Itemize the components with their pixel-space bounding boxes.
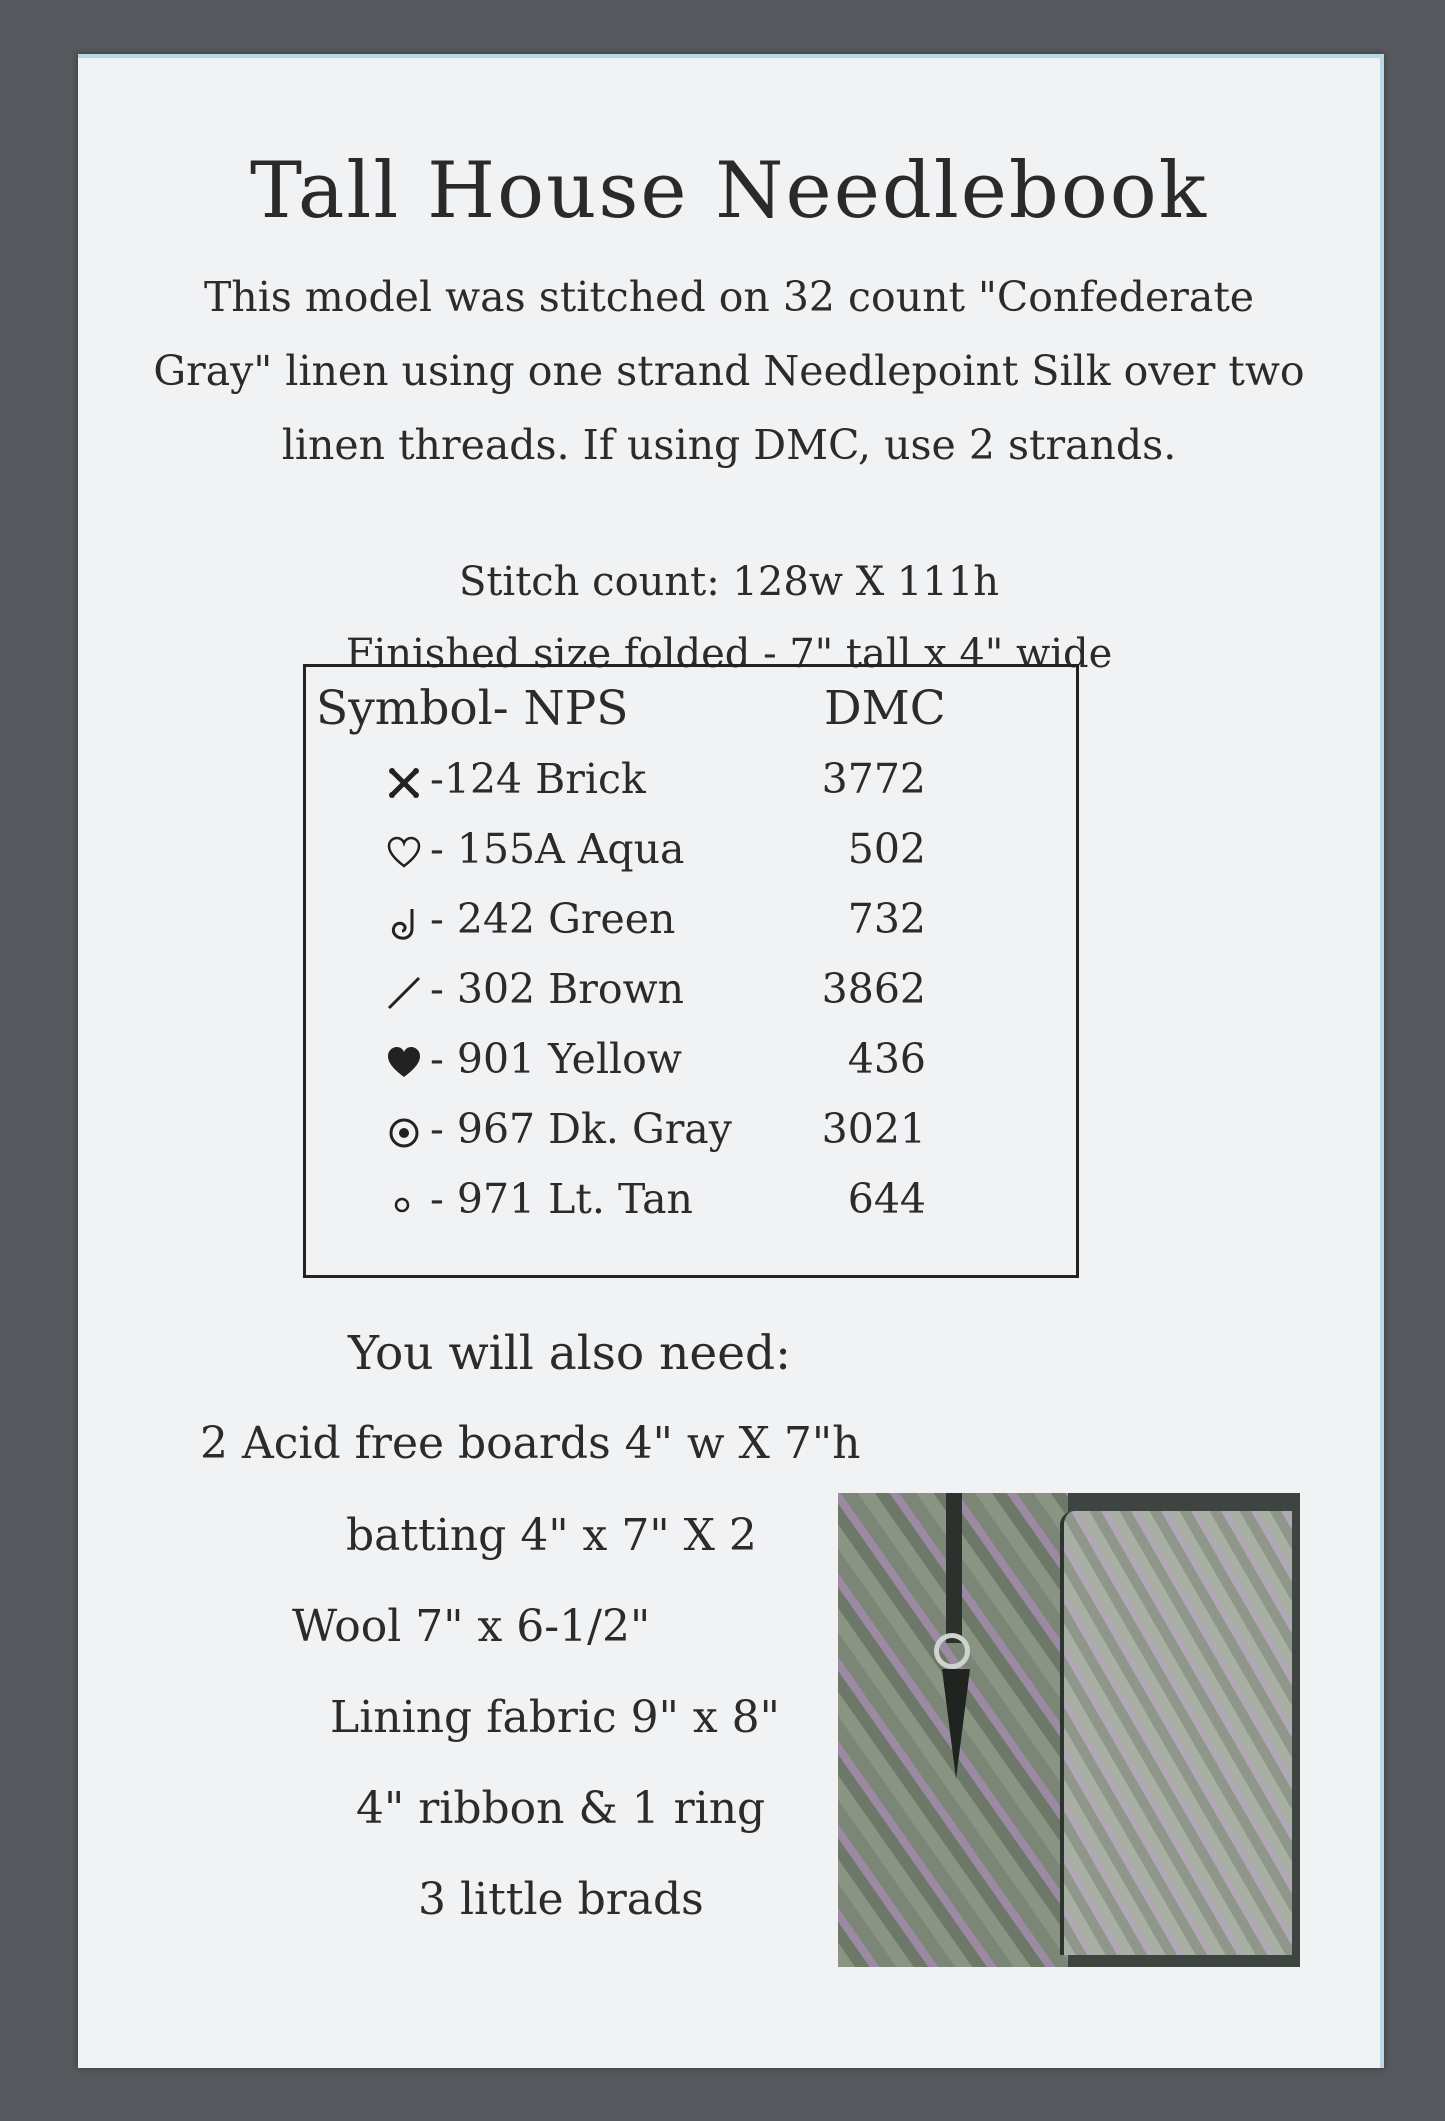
intro-text: [78, 260, 1380, 482]
intro-line: This model was stitched on 32 count "Confederate: [203, 273, 1255, 321]
legend-dmc: 502: [847, 825, 926, 873]
legend-row: [306, 891, 1076, 961]
charm-pendant: [942, 1669, 970, 1779]
heart-filled-icon: [386, 1045, 422, 1081]
legend-row: [306, 751, 1076, 821]
legend-code: - 971 Lt. Tan: [430, 1175, 693, 1223]
heart-outline-icon: [386, 835, 422, 871]
intro-line: linen threads. If using DMC, use 2 strands.: [281, 421, 1177, 469]
legend-header-dmc: DMC: [824, 681, 946, 736]
ring: [934, 1633, 970, 1669]
legend-code: -124 Brick: [430, 755, 646, 803]
spiral-icon: [386, 905, 422, 941]
stitch-count: Stitch count: 128w X 111h: [458, 559, 1000, 605]
page-title: Tall House Needlebook: [249, 146, 1209, 236]
legend-code: - 242 Green: [430, 895, 676, 943]
legend-code: - 967 Dk. Gray: [430, 1105, 732, 1153]
needlebook-photo: [838, 1493, 1300, 1967]
material-item: Lining fabric 9" x 8": [330, 1692, 780, 1743]
legend-dmc: 732: [847, 895, 926, 943]
legend-dmc: 3772: [821, 755, 926, 803]
slash-icon: [386, 975, 422, 1011]
needlebook-wool-page: [1060, 1511, 1292, 1955]
circle-dot-icon: [386, 1115, 422, 1151]
material-item: 4" ribbon & 1 ring: [356, 1783, 766, 1834]
legend-row: [306, 961, 1076, 1031]
materials-heading: You will also need:: [348, 1326, 791, 1381]
x-icon: [386, 765, 422, 801]
intro-line: Gray" linen using one strand Needlepoint Silk over two: [153, 347, 1305, 395]
material-item: batting 4" x 7" X 2: [346, 1510, 757, 1561]
legend-dmc: 644: [847, 1175, 926, 1223]
legend-dmc: 436: [847, 1035, 926, 1083]
ribbon: [946, 1493, 962, 1643]
material-item: 3 little brads: [418, 1874, 704, 1925]
small-circle-icon: [386, 1185, 422, 1221]
legend-code: - 302 Brown: [430, 965, 685, 1013]
legend-code: - 901 Yellow: [430, 1035, 682, 1083]
legend-dmc: 3021: [821, 1105, 926, 1153]
legend-row: [306, 1031, 1076, 1101]
legend-row: [306, 1101, 1076, 1171]
legend-header-symbol: Symbol- NPS: [316, 681, 629, 736]
legend-row: [306, 1171, 1076, 1241]
thread-legend: [303, 664, 1079, 1278]
pattern-sheet: [78, 54, 1384, 2068]
material-item: 2 Acid free boards 4" w X 7"h: [200, 1418, 861, 1469]
legend-dmc: 3862: [821, 965, 926, 1013]
finished-size: Finished size folded - 7" tall x 4" wide: [345, 631, 1113, 677]
legend-row: [306, 821, 1076, 891]
legend-code: - 155A Aqua: [430, 825, 685, 873]
material-item: Wool 7" x 6-1/2": [292, 1601, 651, 1652]
